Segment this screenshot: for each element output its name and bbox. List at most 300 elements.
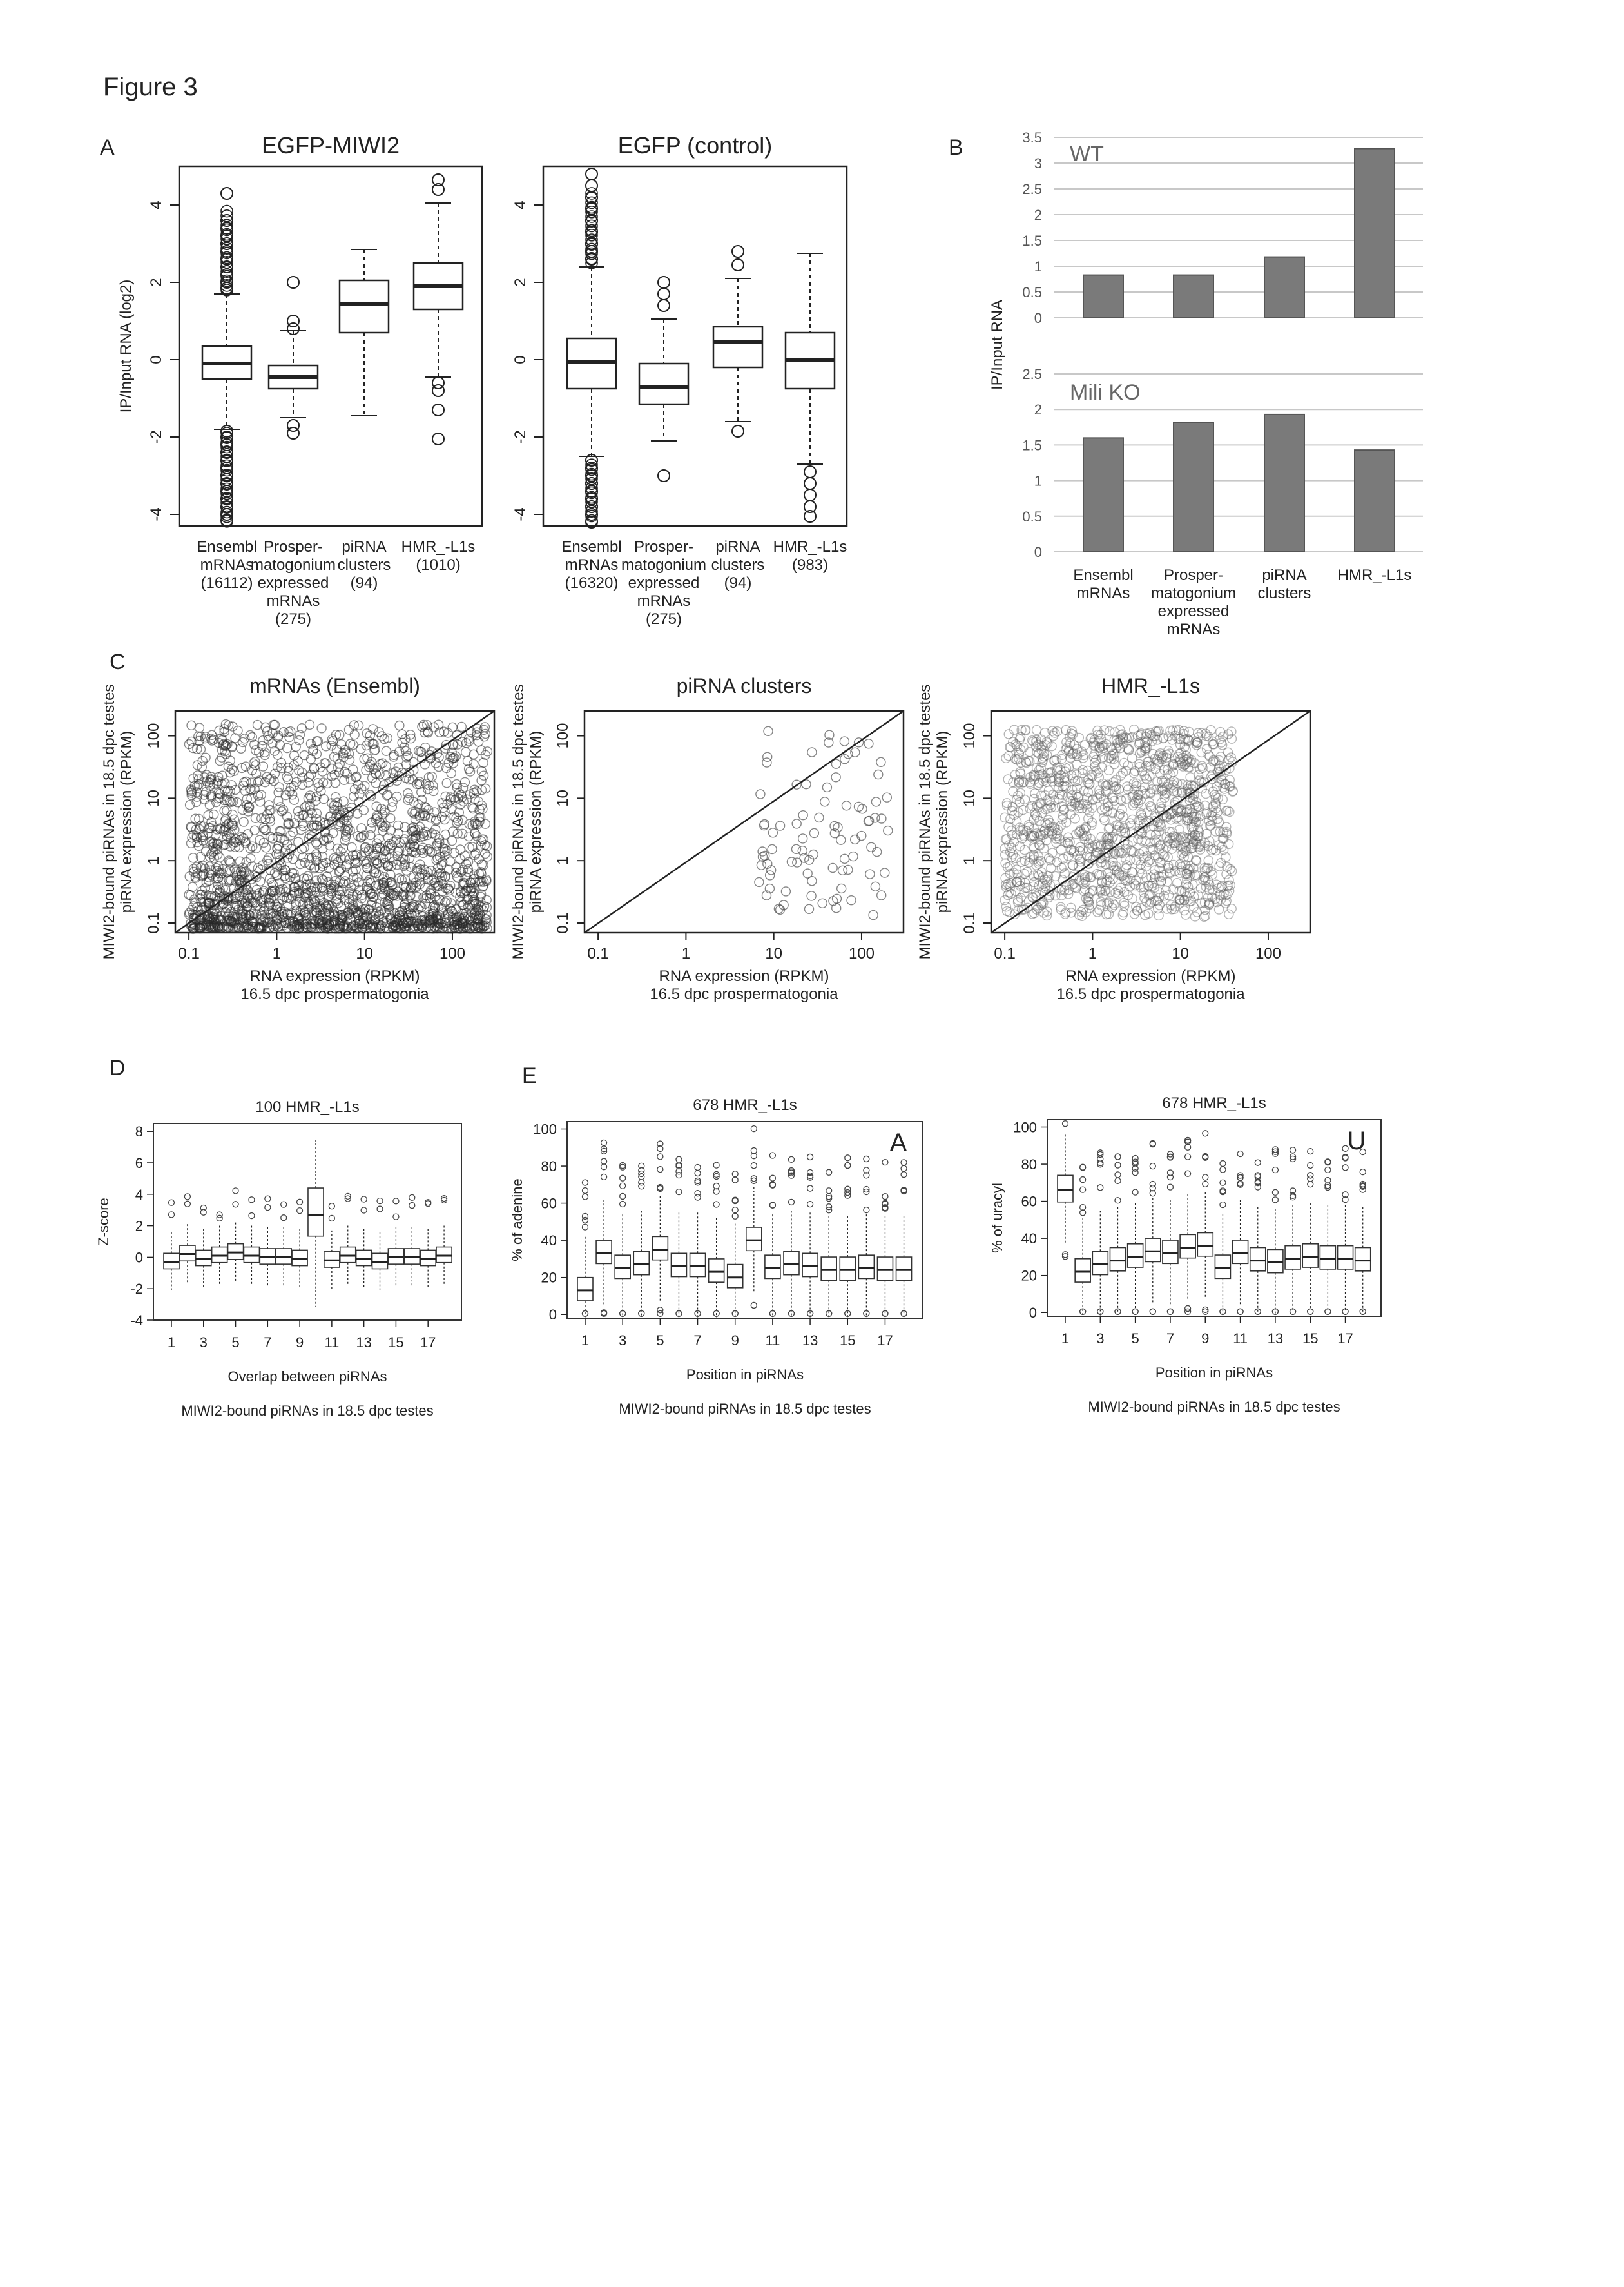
outlier-point (804, 466, 816, 478)
x-category-label: Prosper- (1163, 567, 1224, 584)
x-category-label: matogonium (621, 556, 707, 574)
outlier-point (1272, 1189, 1278, 1195)
box (896, 1257, 912, 1280)
outlier-point (713, 1189, 719, 1194)
scatter-point (431, 825, 440, 834)
y-axis-label: MIWI2-bound piRNAs in 18.5 dpc testes (101, 684, 118, 960)
outlier-point (639, 1163, 644, 1169)
outlier-point (361, 1207, 367, 1213)
y-tick-label: 80 (1021, 1156, 1037, 1173)
outlier-point (1080, 1177, 1086, 1183)
x-tick-label: 1 (581, 1332, 590, 1348)
scatter-point (251, 746, 260, 755)
scatter-point (1023, 868, 1032, 877)
outlier-point (184, 1201, 190, 1207)
scatter-point (842, 801, 851, 810)
box (340, 280, 389, 333)
x-axis-label: RNA expression (RPKM) (659, 968, 829, 985)
x-tick-label: 10 (356, 945, 374, 962)
outlier-point (732, 1171, 738, 1177)
outlier-point (200, 1209, 206, 1215)
box (308, 1188, 324, 1236)
outlier-point (620, 1193, 626, 1199)
y-tick-label: 3.5 (1022, 130, 1042, 146)
outlier-point (601, 1174, 607, 1180)
outlier-point (732, 1207, 738, 1213)
outlier-point (658, 300, 670, 311)
box (713, 327, 762, 367)
chart-title: EGFP (control) (617, 132, 773, 159)
outlier-point (751, 1126, 757, 1132)
outlier-point (1115, 1162, 1121, 1168)
scatter-point (1015, 798, 1024, 807)
outlier-point (1255, 1184, 1261, 1190)
x-tick-label: 17 (877, 1332, 893, 1348)
x-axis-label: 16.5 dpc prospermatogonia (240, 986, 429, 1003)
y-tick-label: 0 (1034, 544, 1042, 560)
outlier-point (297, 1199, 303, 1205)
outlier-point (281, 1202, 287, 1207)
chart-subtitle: MIWI2-bound piRNAs in 18.5 dpc testes (1088, 1399, 1340, 1415)
y-tick-label: 20 (541, 1269, 557, 1286)
scatter-point (1019, 743, 1028, 752)
scatter-point (474, 737, 483, 746)
bar (1174, 275, 1213, 318)
box (633, 1251, 649, 1274)
outlier-point (583, 1217, 588, 1223)
bar (1264, 257, 1304, 318)
outlier-point (393, 1214, 399, 1220)
outlier-point (169, 1212, 175, 1218)
scatter-point (1032, 726, 1041, 735)
scatter-point (768, 844, 777, 853)
box (1268, 1249, 1283, 1272)
outlier-point (1203, 1181, 1208, 1187)
x-tick-label: 100 (439, 945, 465, 962)
y-tick-label: 4 (148, 200, 165, 209)
bar (1264, 414, 1304, 552)
x-category-label: mRNAs (1076, 585, 1130, 602)
outlier-point (1185, 1171, 1191, 1176)
scatter-point (764, 726, 773, 735)
y-tick-label: 2 (1034, 402, 1042, 418)
outlier-point (695, 1165, 701, 1171)
outlier-point (713, 1183, 719, 1189)
x-tick-label: 11 (765, 1332, 780, 1348)
box (877, 1257, 893, 1280)
y-tick-label: 2 (148, 278, 165, 287)
x-tick-label: 15 (388, 1334, 404, 1350)
outlier-point (233, 1188, 238, 1194)
outlier-point (432, 404, 444, 416)
outlier-point (845, 1155, 851, 1161)
outlier-point (281, 1215, 287, 1221)
x-tick-label: 7 (264, 1334, 272, 1350)
x-tick-label: 7 (1166, 1330, 1175, 1347)
outlier-point (265, 1205, 271, 1211)
box (821, 1257, 836, 1280)
x-category-label: mRNAs (565, 556, 619, 574)
box (1163, 1240, 1178, 1263)
scatter-point (304, 772, 313, 781)
panel-letter-a: A (100, 135, 115, 160)
bar (1355, 450, 1395, 552)
outlier-point (864, 1207, 869, 1213)
scatter-point (1224, 875, 1233, 884)
outlier-point (620, 1201, 626, 1207)
outlier-point (1132, 1189, 1138, 1195)
outlier-point (1203, 1131, 1208, 1136)
outlier-point (1150, 1182, 1155, 1187)
outlier-point (732, 246, 744, 257)
scatter-point (755, 877, 764, 886)
scatter-point (871, 882, 880, 891)
scatter-point (1121, 766, 1130, 775)
outlier-point (1115, 1172, 1121, 1178)
outlier-point (1237, 1151, 1243, 1157)
outlier-point (586, 168, 597, 180)
outlier-point (409, 1194, 415, 1200)
scatter-point (461, 748, 470, 757)
scatter-point (849, 852, 858, 861)
outlier-point (1272, 1197, 1278, 1203)
series-label: WT (1070, 142, 1104, 166)
scatter-point (857, 832, 866, 841)
chart-subtitle: MIWI2-bound piRNAs in 18.5 dpc testes (619, 1401, 871, 1417)
outlier-point (1097, 1185, 1103, 1191)
outlier-point (583, 1194, 588, 1200)
scatter-point (1195, 764, 1204, 774)
y-tick-label: 0.1 (961, 912, 978, 934)
outlier-point (732, 259, 744, 271)
x-tick-label: 11 (1233, 1330, 1248, 1347)
box (784, 1251, 799, 1274)
outlier-point (751, 1163, 757, 1169)
scatter-point (237, 744, 246, 753)
outlier-point (1150, 1163, 1155, 1169)
x-category-label: expressed (628, 574, 700, 592)
scatter-point (828, 863, 837, 872)
outlier-point (169, 1200, 175, 1205)
scatter-point (195, 723, 204, 732)
outlier-point (1203, 1174, 1208, 1180)
outlier-point (732, 425, 744, 437)
outlier-point (882, 1194, 888, 1200)
outlier-point (1308, 1149, 1313, 1154)
y-tick-label: 20 (1021, 1267, 1037, 1284)
outlier-point (583, 1180, 588, 1185)
outlier-point (1220, 1202, 1226, 1208)
y-tick-label: 100 (1013, 1119, 1037, 1136)
x-tick-label: 9 (731, 1332, 739, 1348)
outlier-point (826, 1169, 832, 1175)
x-tick-label: 7 (693, 1332, 702, 1348)
x-category-label: clusters (711, 556, 765, 574)
y-tick-label: 0.5 (1022, 508, 1042, 525)
y-tick-label: 1 (1034, 472, 1042, 489)
x-tick-label: 3 (1096, 1330, 1105, 1347)
scatter-point (768, 828, 777, 837)
scatter-point (884, 826, 893, 835)
outlier-point (804, 489, 816, 501)
scatter-point (1119, 768, 1128, 777)
scatter-point (329, 828, 338, 837)
scatter-point (840, 854, 849, 863)
chart-title: piRNA clusters (676, 674, 812, 697)
scatter-point (871, 797, 880, 806)
scatter-point (367, 824, 376, 833)
outlier-point (695, 1171, 701, 1176)
x-tick-label: 17 (1337, 1330, 1353, 1347)
x-tick-label: 1 (167, 1334, 176, 1350)
outlier-point (1308, 1173, 1313, 1178)
x-axis-label: Overlap between piRNAs (227, 1368, 387, 1385)
x-axis-label: RNA expression (RPKM) (249, 968, 420, 985)
x-category-label: HMR_-L1s (401, 538, 476, 556)
y-tick-label: 10 (961, 790, 978, 807)
outlier-point (409, 1203, 415, 1209)
scatter-point (847, 896, 856, 905)
chart-title: EGFP-MIWI2 (262, 132, 400, 159)
chart-title: HMR_-L1s (1101, 674, 1200, 697)
box (1215, 1255, 1230, 1278)
plot-frame (1047, 1120, 1381, 1316)
scatter-point (335, 759, 344, 768)
y-axis-label: piRNA expression (RPKM) (118, 730, 135, 913)
outlier-point (265, 1196, 271, 1202)
y-tick-label: 1 (554, 856, 572, 865)
x-axis-label: 16.5 dpc prospermatogonia (650, 986, 838, 1003)
outlier-point (1255, 1160, 1261, 1165)
scatter-point (776, 821, 785, 830)
box (1058, 1175, 1073, 1202)
x-category-label: (275) (275, 610, 312, 628)
outlier-point (287, 277, 299, 288)
outlier-point (751, 1303, 757, 1309)
x-category-label: mRNAs (1166, 621, 1221, 638)
y-tick-label: 0 (148, 355, 165, 364)
scatter-point (362, 729, 371, 738)
x-category-label: clusters (1257, 585, 1311, 602)
scatter-point (1030, 789, 1039, 798)
scatter-point (867, 842, 876, 852)
series-label: Mili KO (1070, 380, 1141, 405)
scatter-point (1060, 869, 1069, 878)
outlier-point (769, 1153, 775, 1158)
panel-letter-e: E (522, 1064, 537, 1088)
scatter-point (820, 797, 829, 806)
bar (1083, 275, 1123, 318)
outlier-point (329, 1203, 334, 1209)
y-axis-label: % of uracyl (989, 1183, 1005, 1253)
y-tick-label: -4 (512, 507, 529, 521)
scatter-point (395, 721, 404, 730)
scatter-point (876, 757, 885, 766)
x-tick-label: 0.1 (178, 945, 200, 962)
outlier-point (1097, 1162, 1103, 1167)
box (1092, 1251, 1108, 1274)
scatter-point (1072, 770, 1081, 779)
scatter-point (756, 790, 765, 799)
outlier-point (713, 1162, 719, 1168)
box (1180, 1234, 1195, 1258)
y-axis-label: piRNA expression (RPKM) (934, 730, 951, 913)
scatter-point (840, 755, 849, 764)
scatter-point (798, 811, 807, 820)
x-category-label: HMR_-L1s (773, 538, 847, 556)
scatter-point (469, 759, 478, 768)
scatter-point (864, 739, 873, 748)
y-tick-label: 60 (541, 1195, 557, 1212)
outlier-point (804, 478, 816, 489)
outlier-point (713, 1202, 719, 1207)
x-category-label: expressed (257, 574, 329, 592)
outlier-point (901, 1172, 907, 1178)
box (1128, 1244, 1143, 1267)
scatter-point (457, 723, 466, 732)
outlier-point (1255, 1173, 1261, 1178)
plot-frame (153, 1124, 461, 1320)
outlier-point (1308, 1182, 1313, 1187)
y-axis-label: MIWI2-bound piRNAs in 18.5 dpc testes (510, 684, 527, 960)
scatter-point (1141, 911, 1150, 920)
x-tick-label: 1 (272, 945, 282, 962)
chart-title: 678 HMR_-L1s (1162, 1095, 1266, 1112)
x-tick-label: 10 (1172, 945, 1190, 962)
outlier-point (732, 1177, 738, 1183)
box (639, 364, 688, 404)
outlier-point (807, 1185, 813, 1191)
x-tick-label: 1 (1061, 1330, 1070, 1347)
scatter-point (383, 734, 392, 743)
scatter-point (815, 813, 824, 822)
outlier-point (1255, 1309, 1261, 1314)
outlier-point (1150, 1309, 1155, 1314)
box (615, 1255, 630, 1278)
scatter-point (298, 768, 307, 777)
outlier-point (1115, 1309, 1121, 1314)
scatter-point (837, 884, 846, 893)
x-axis-label: Position in piRNAs (686, 1367, 804, 1383)
x-category-label: (16112) (200, 574, 253, 592)
scatter-point (447, 769, 456, 778)
scatter-point (215, 757, 224, 766)
outlier-point (657, 1154, 663, 1160)
y-tick-label: 40 (541, 1232, 557, 1249)
y-tick-label: 60 (1021, 1193, 1037, 1210)
scatter-point (1014, 896, 1023, 905)
x-category-label: (983) (791, 556, 829, 574)
x-category-label: piRNA (342, 538, 387, 556)
y-tick-label: -2 (148, 430, 165, 444)
x-tick-label: 5 (231, 1334, 240, 1350)
y-tick-label: 40 (1021, 1231, 1037, 1247)
chart-layer (95, 130, 1423, 1419)
x-tick-label: 15 (840, 1332, 856, 1348)
y-tick-label: 0 (512, 355, 529, 364)
box (1320, 1246, 1335, 1269)
y-tick-label: 8 (135, 1124, 143, 1140)
box (1075, 1259, 1090, 1282)
y-tick-label: 6 (135, 1155, 143, 1171)
box (728, 1265, 743, 1288)
outlier-point (658, 470, 670, 482)
y-tick-label: 10 (145, 790, 162, 807)
scatter-point (447, 837, 456, 846)
scatter-point (231, 734, 240, 743)
y-tick-label: 2.5 (1022, 181, 1042, 197)
outlier-point (1115, 1198, 1121, 1203)
x-tick-label: 10 (765, 945, 783, 962)
y-axis-label: % of adenine (509, 1178, 525, 1261)
outlier-point (901, 1165, 907, 1171)
x-category-label: (1010) (416, 556, 461, 574)
scatter-point (247, 862, 256, 871)
x-tick-label: 9 (295, 1334, 304, 1350)
outlier-point (1115, 1154, 1121, 1160)
scatter-point (877, 814, 886, 823)
scatter-point (289, 795, 298, 804)
scatter-point (275, 783, 284, 792)
outlier-point (432, 433, 444, 445)
x-tick-label: 9 (1201, 1330, 1210, 1347)
x-category-label: (94) (350, 574, 378, 592)
x-category-label: expressed (1157, 603, 1230, 620)
scatter-point (1206, 821, 1215, 830)
y-tick-label: 0.1 (554, 912, 572, 934)
outlier-point (221, 188, 233, 199)
y-axis-label: MIWI2-bound piRNAs in 18.5 dpc testes (916, 684, 934, 960)
outlier-point (393, 1198, 399, 1204)
scatter-point (851, 835, 860, 844)
scatter-point (483, 747, 492, 756)
outlier-point (1220, 1167, 1226, 1173)
scatter-point (386, 814, 395, 823)
scatter-point (798, 834, 807, 843)
outlier-point (1220, 1161, 1226, 1167)
scatter-point (840, 737, 849, 746)
y-tick-label: 2 (135, 1218, 143, 1234)
outlier-point (1342, 1165, 1348, 1171)
x-tick-label: 13 (802, 1332, 818, 1348)
outlier-point (620, 1175, 626, 1181)
outlier-point (826, 1204, 832, 1210)
scatter-point (335, 867, 344, 876)
box (840, 1257, 855, 1280)
y-tick-label: 0 (548, 1307, 557, 1323)
outlier-point (601, 1158, 607, 1164)
y-tick-label: 2.5 (1022, 366, 1042, 382)
y-tick-label: 1.5 (1022, 233, 1042, 249)
y-axis-label: IP/Input RNA (log2) (117, 279, 135, 413)
y-tick-label: 1 (145, 856, 162, 865)
chart-subtitle: MIWI2-bound piRNAs in 18.5 dpc testes (181, 1403, 434, 1419)
scatter-point (264, 801, 273, 810)
outlier-point (695, 1194, 701, 1200)
box (1145, 1238, 1161, 1261)
y-tick-label: 1 (1034, 258, 1042, 275)
x-tick-label: 17 (420, 1334, 436, 1350)
box (858, 1255, 874, 1278)
x-tick-label: 1 (681, 945, 691, 962)
outlier-point (769, 1202, 775, 1208)
bar (1083, 438, 1123, 552)
x-category-label: piRNA (1262, 567, 1307, 584)
scatter-point (836, 835, 846, 844)
box (1110, 1248, 1125, 1271)
y-tick-label: 2 (1034, 207, 1042, 223)
y-tick-label: 100 (554, 723, 572, 749)
